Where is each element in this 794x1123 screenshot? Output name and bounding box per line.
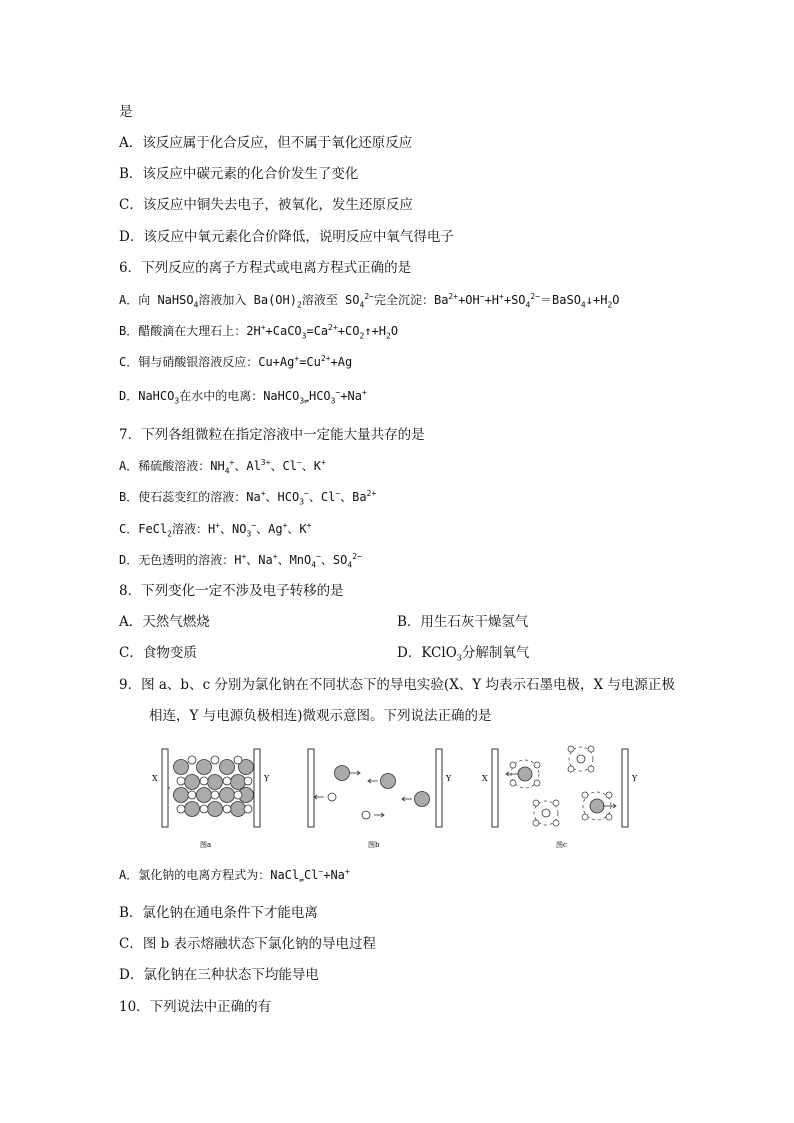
na-cl-lattice [174,760,254,817]
q5-option-b: B．该反应中碳元素的化合价发生了变化 [119,166,359,182]
electrode-x-label: X [152,774,158,783]
question-9-cont: 相连，Y 与电源负极相连)微观示意图。下列说法正确的是 [149,708,492,724]
q7-option-c: C．FeCl$_2$溶液：H+、$NO_3^-$、Ag+、K+ [119,521,312,539]
question-8: 8．下列变化一定不涉及电子转移的是 [119,583,344,599]
question-7: 7．下列各组微粒在指定溶液中一定能大量共存的是 [119,427,425,443]
q6-option-c: C．铜与硝酸银溶液反应：$Cu+Ag^+=Cu^{2+}+Ag$ [119,354,353,369]
question-10: 10．下列说法中正确的有 [119,999,272,1015]
nacl-conduction-figure [148,737,648,857]
caption-c: 图c [556,841,567,849]
continued-text: 是 [119,104,133,120]
q7-option-b: B．使石蕊变红的溶液：Na+、$HCO_3^-$、Cl−、$Ba^{2+}$ [119,489,377,507]
q8-option-a: A．天然气燃烧 [119,614,210,630]
question-6: 6．下列反应的离子方程式或电离方程式正确的是 [119,260,412,276]
electrode-y-label: Y [264,774,270,783]
q5-option-a: A．该反应属于化合反应，但不属于氧化还原反应 [119,135,413,151]
q8-option-d: D．KClO$_3$分解制氧气 [397,645,530,663]
q6-option-d: D．NaHCO$_3$在水中的电离：$NaHCO_{3\rightleftharpoons}HCO_3^-+Na^+$ [119,388,367,406]
q8-option-c: C．食物变质 [119,645,197,661]
caption-a: 图a [200,841,212,849]
caption-b: 图b [368,841,380,849]
q9-option-a: A．氯化钠的电离方程式为：NaCl$_\rightleftharpoons$Cl−+Na+ [119,867,350,885]
figure-c [482,746,638,849]
q6-option-b: B．醋酸滴在大理石上：$2H^++CaCO_3=Ca^{2+}+CO_2↑+H_2O$ [119,323,399,341]
q9-option-c: C．图 b 表示熔融状态下氯化钠的导电过程 [119,936,377,952]
electrode-y-label-c: Y [632,774,638,783]
q9-option-b: B．氯化钠在通电条件下才能电离 [119,905,318,921]
q7-option-a: A．稀硫酸溶液：$NH_4^+$、$Al^{3+}$、Cl−、K+ [119,458,326,476]
hydrated-ions [510,746,612,826]
question-9: 9．图 a、b、c 分别为氯化钠在不同状态下的导电实验(X、Y 均表示石墨电极，X 与电源正极 [119,677,675,693]
electrode-y-label-b: Y [446,774,452,783]
q8-option-b: B．用生石灰干燥氢气 [397,614,529,630]
q9-option-d: D．氯化钠在三种状态下均能导电 [119,967,319,983]
figure-a [152,749,270,849]
figure-b [308,749,452,849]
q6-option-a: A．向 NaHSO$_4$溶液加入 $Ba(OH)_2$溶液至 $SO_4^{2-}$完全沉淀：$Ba^{2+}+OH^-+H^++SO_4^{2-}=BaSO_4↓+H_2O$ [119,292,620,310]
q5-option-d: D．该反应中氧元素化合价降低，说明反应中氧气得电子 [119,229,454,245]
q7-option-d: D．无色透明的溶液：H+、Na+、MnO$_4$−、$SO_4^{2-}$ [119,552,362,570]
electrode-x-label-c: X [482,774,488,783]
q5-option-c: C．该反应中铜失去电子，被氧化，发生还原反应 [119,197,413,213]
